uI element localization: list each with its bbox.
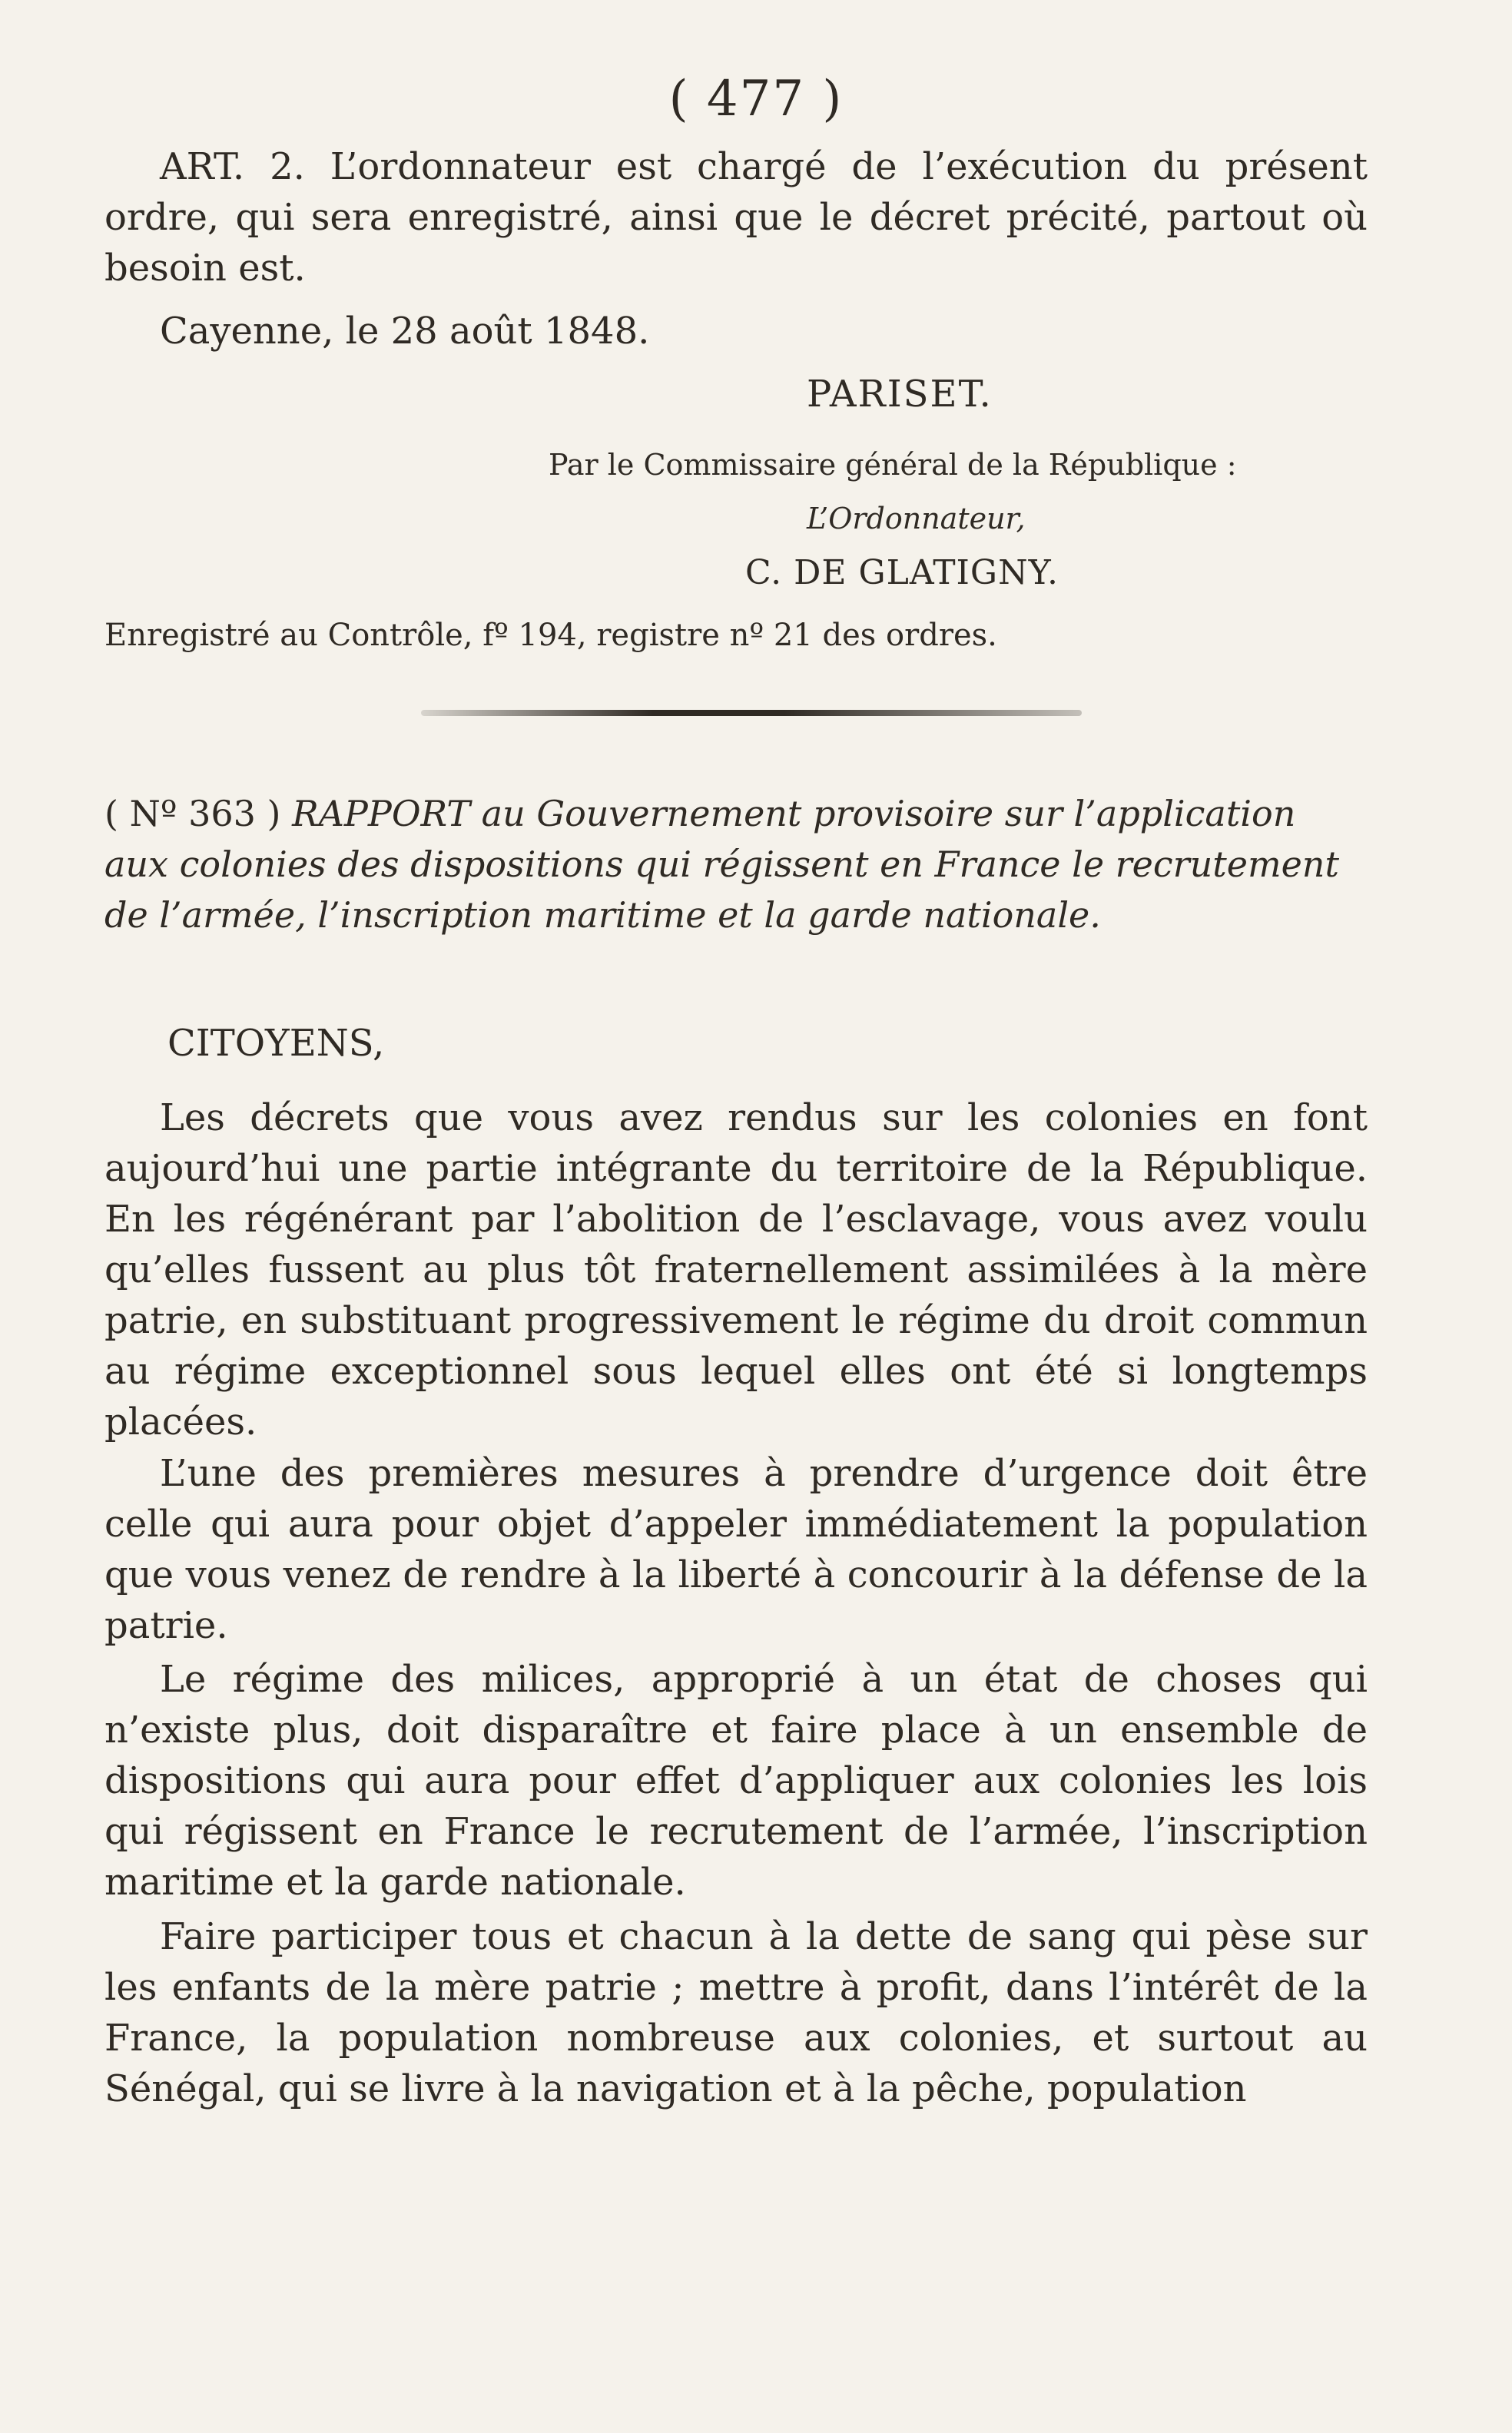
signature-main: PARISET. [807,373,993,416]
commissaire-line: Par le Commissaire général de la République : [549,448,1237,482]
ordonnateur-name: C. DE GLATIGNY. [745,553,1059,592]
body-paragraph-4: Faire participer tous et chacun à la dette de sang qui pèse sur les enfants de la mère patrie ; mettre à profit, dans l’intérêt de la France, la population nombreuse aux colonies, et surtout au Sénégal, qui se livre à la navigation et à la pêche, population [104,1915,1368,2110]
article-paragraph: ART. 2. L’ordonnateur est chargé de l’exécution du présent ordre, qui sera enregistré, ainsi que le décret précité, partout où besoin est. [104,145,1368,290]
report-title: RAPPORT au Gouvernement provisoire sur l’application aux colonies des dispositions qui régissent en France le recrutement de l’armée, l’inscription maritime et la garde nationale. [104,793,1339,936]
report-number: ( Nº 363 ) [104,793,281,834]
section-divider [421,710,1082,716]
date-place: Cayenne, le 28 août 1848. [160,310,650,353]
body-paragraph-3: Le régime des milices, approprié à un état de choses qui n’existe plus, doit disparaître et faire place à un ensemble de dispositions qui aura pour effet d’appliquer aux colonies les lois qui régissent en France le recrutement de l’armée, l’inscription maritime et la garde nationale. [104,1658,1368,1904]
report-heading [104,788,1368,940]
salutation: CITOYENS, [167,1022,385,1065]
body-paragraph-1: Les décrets que vous avez rendus sur les colonies en font aujourd’hui une partie intégrante du territoire de la République. En les régénérant par l’abolition de l’esclavage, vous avez voulu qu’elles fussent au plus tôt fraternellement assimilées à la mère patrie, en substituant progressivement le régime du droit commun au régime exceptionnel sous lequel elles ont été si longtemps placées. [104,1096,1368,1444]
registration-line: Enregistré au Contrôle, fº 194, registre nº 21 des ordres. [104,618,997,653]
ordonnateur-line: L’Ordonnateur, [807,502,1026,535]
page-number: ( 477 ) [668,71,844,128]
body-paragraph-2: L’une des premières mesures à prendre d’urgence doit être celle qui aura pour objet d’appeler immédiatement la population que vous venez de rendre à la liberté à concourir à la défense de la patrie. [104,1452,1368,1647]
